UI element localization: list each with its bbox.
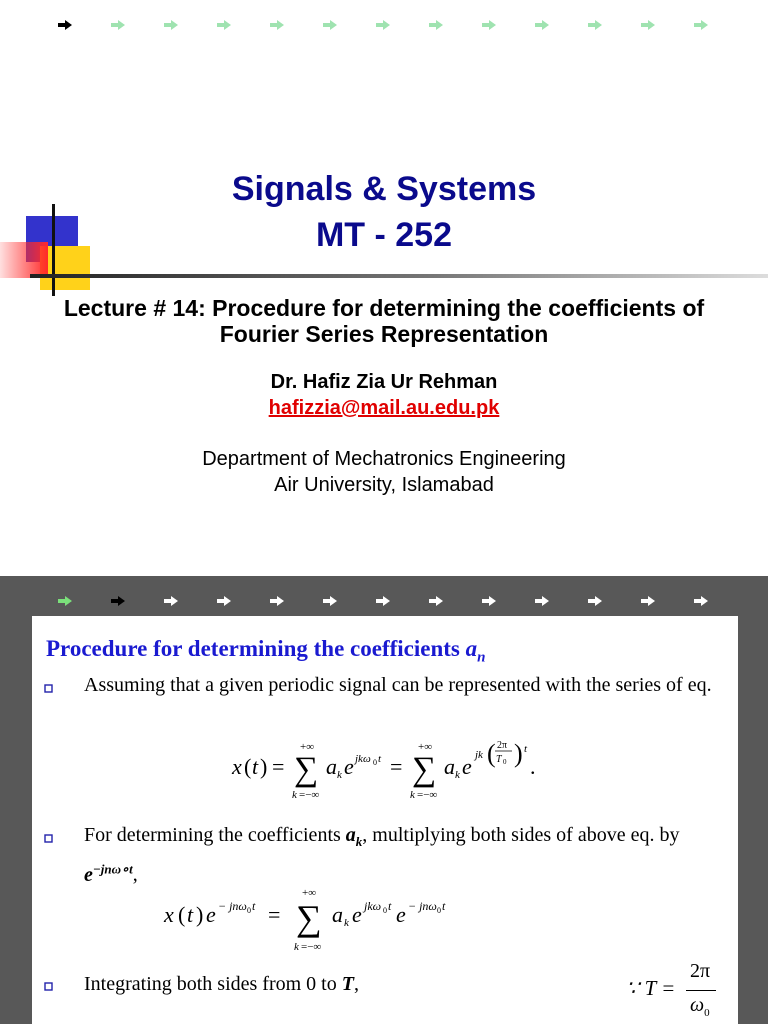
- arrow-right-icon[interactable]: [217, 20, 231, 30]
- course-code: MT - 252: [315, 216, 453, 254]
- svg-text:t: t: [388, 899, 392, 913]
- omega-subscript: 0: [704, 1007, 710, 1019]
- svg-text:t: t: [524, 743, 528, 755]
- arrow-right-icon[interactable]: [376, 20, 390, 30]
- author-email-link[interactable]: hafizzia@mail.au.edu.pk: [268, 397, 500, 419]
- bullet-2-subscript: k: [355, 834, 363, 849]
- arrow-right-icon[interactable]: [58, 596, 72, 606]
- arrow-right-icon[interactable]: [588, 596, 602, 606]
- svg-text:(: (: [244, 754, 252, 779]
- svg-text:=: =: [390, 754, 403, 779]
- content-panel: [32, 616, 738, 1036]
- bullet-3-part-1: Integrating both sides from 0 to: [84, 973, 337, 995]
- svg-text:.: .: [530, 754, 536, 779]
- svg-text:t: t: [442, 899, 446, 913]
- bullet-square-icon: [44, 982, 54, 992]
- svg-text:k: k: [410, 789, 415, 801]
- author-name: Dr. Hafiz Zia Ur Rehman: [270, 371, 498, 393]
- bullet-3-end: ,: [353, 973, 359, 995]
- arrow-right-icon[interactable]: [111, 596, 125, 606]
- arrow-right-icon[interactable]: [535, 596, 549, 606]
- coefficient-symbol: a: [465, 636, 478, 661]
- bullet-2-part-2: , multiplying both sides of above eq. by: [362, 824, 680, 846]
- svg-text:∑: ∑: [412, 751, 437, 788]
- svg-text:∑: ∑: [296, 898, 322, 938]
- department: Department of Mechatronics Engineering: [202, 448, 566, 470]
- coefficient-subscript: n: [477, 649, 486, 666]
- svg-text:0: 0: [383, 906, 387, 915]
- arrow-right-icon[interactable]: [323, 596, 337, 606]
- svg-text:0: 0: [437, 906, 441, 915]
- arrow-right-icon[interactable]: [641, 20, 655, 30]
- lecture-title-line-1: Lecture # 14: Procedure for determining the coefficients of: [63, 295, 705, 321]
- bullet-square-icon: [44, 834, 54, 844]
- svg-text:e: e: [462, 754, 472, 779]
- arrow-right-icon[interactable]: [217, 596, 231, 606]
- arrow-right-icon[interactable]: [694, 596, 708, 606]
- university: Air University, Islamabad: [274, 474, 494, 496]
- period-relation-prefix: ∵ T =: [626, 976, 676, 1000]
- arrow-right-icon[interactable]: [270, 20, 284, 30]
- bullet-3-symbol: T: [341, 973, 354, 995]
- svg-text:e: e: [344, 754, 354, 779]
- arrow-right-icon[interactable]: [164, 20, 178, 30]
- slide-2-title: [46, 636, 485, 667]
- bullet-2-exp-power: −jnω∘t: [92, 861, 133, 876]
- svg-text:k: k: [337, 769, 342, 781]
- svg-text:k: k: [292, 789, 297, 801]
- arrow-right-icon[interactable]: [641, 596, 655, 606]
- multiplied-equation: [154, 878, 484, 956]
- fraction-bar: [686, 990, 716, 991]
- svg-text:e: e: [396, 902, 406, 927]
- svg-text:=: =: [268, 902, 281, 927]
- arrow-right-icon[interactable]: [588, 20, 602, 30]
- svg-text:): ): [514, 739, 523, 768]
- svg-text:(: (: [487, 739, 496, 768]
- arrow-right-icon[interactable]: [111, 20, 125, 30]
- arrow-right-icon[interactable]: [482, 596, 496, 606]
- svg-text:=−∞: =−∞: [299, 789, 320, 801]
- bullet-2-end: ,: [132, 863, 138, 886]
- svg-text:+∞: +∞: [302, 887, 317, 899]
- svg-text:jkω: jkω: [355, 753, 371, 765]
- page-title: Signals & Systems: [231, 170, 537, 208]
- svg-text:t: t: [378, 753, 382, 765]
- svg-text:T: T: [496, 754, 502, 765]
- period-relation-denominator: [690, 994, 710, 1019]
- arrow-right-icon[interactable]: [535, 20, 549, 30]
- arrow-right-icon[interactable]: [482, 20, 496, 30]
- svg-text:x: x: [232, 754, 242, 779]
- arrow-right-icon[interactable]: [164, 596, 178, 606]
- bullet-2-exp-base: e: [84, 863, 93, 886]
- svg-text:∑: ∑: [294, 751, 319, 788]
- bullet-square-icon: [44, 684, 54, 694]
- bullet-1-text: Assuming that a given periodic signal can be represented with the series of eq.: [84, 674, 712, 696]
- bullet-2-symbol: a: [345, 824, 356, 846]
- bullet-2-part-1: For determining the coefficients: [84, 824, 341, 846]
- svg-text:k: k: [455, 769, 460, 781]
- period-relation-numerator: 2π: [690, 960, 711, 982]
- arrow-right-icon[interactable]: [58, 20, 72, 30]
- nav-arrow-bar-top: [0, 20, 768, 40]
- svg-text:=−∞: =−∞: [417, 789, 438, 801]
- svg-text:− jnω: − jnω: [218, 899, 247, 913]
- svg-text:+∞: +∞: [300, 741, 315, 753]
- fourier-series-equation: [222, 734, 542, 804]
- nav-arrow-bar-bottom: [0, 596, 768, 616]
- svg-text:=: =: [272, 754, 285, 779]
- omega-symbol: ω: [690, 994, 705, 1016]
- svg-text:0: 0: [247, 906, 251, 915]
- svg-text:x: x: [164, 902, 174, 927]
- svg-text:a: a: [332, 902, 343, 927]
- arrow-right-icon[interactable]: [694, 20, 708, 30]
- arrow-right-icon[interactable]: [429, 596, 443, 606]
- arrow-right-icon[interactable]: [270, 596, 284, 606]
- arrow-right-icon[interactable]: [376, 596, 390, 606]
- svg-text:t: t: [252, 899, 256, 913]
- svg-text:0: 0: [503, 758, 507, 766]
- slide-2: [0, 576, 768, 1024]
- svg-text:(: (: [178, 902, 186, 927]
- period-relation: [622, 956, 732, 1036]
- svg-text:e: e: [206, 902, 216, 927]
- svg-text:k: k: [294, 941, 299, 953]
- arrow-right-icon[interactable]: [323, 20, 337, 30]
- svg-text:jkω: jkω: [364, 899, 382, 913]
- svg-text:2π: 2π: [497, 740, 508, 751]
- svg-text:a: a: [326, 754, 337, 779]
- svg-text:+∞: +∞: [418, 741, 433, 753]
- bullet-3-text: [84, 971, 484, 998]
- svg-text:e: e: [352, 902, 362, 927]
- slide-2-title-text: Procedure for determining the coefficients: [46, 636, 460, 661]
- svg-text:t: t: [187, 902, 194, 927]
- svg-text:0: 0: [373, 758, 377, 767]
- lecture-title-line-2: Fourier Series Representation: [219, 321, 549, 347]
- svg-text:t: t: [252, 754, 259, 779]
- svg-text:− jnω: − jnω: [408, 899, 437, 913]
- svg-text:=−∞: =−∞: [301, 941, 322, 953]
- svg-text:k: k: [344, 917, 349, 929]
- svg-text:): ): [260, 754, 268, 779]
- svg-text:jk: jk: [475, 749, 483, 761]
- arrow-right-icon[interactable]: [429, 20, 443, 30]
- svg-text:): ): [196, 902, 204, 927]
- svg-text:a: a: [444, 754, 455, 779]
